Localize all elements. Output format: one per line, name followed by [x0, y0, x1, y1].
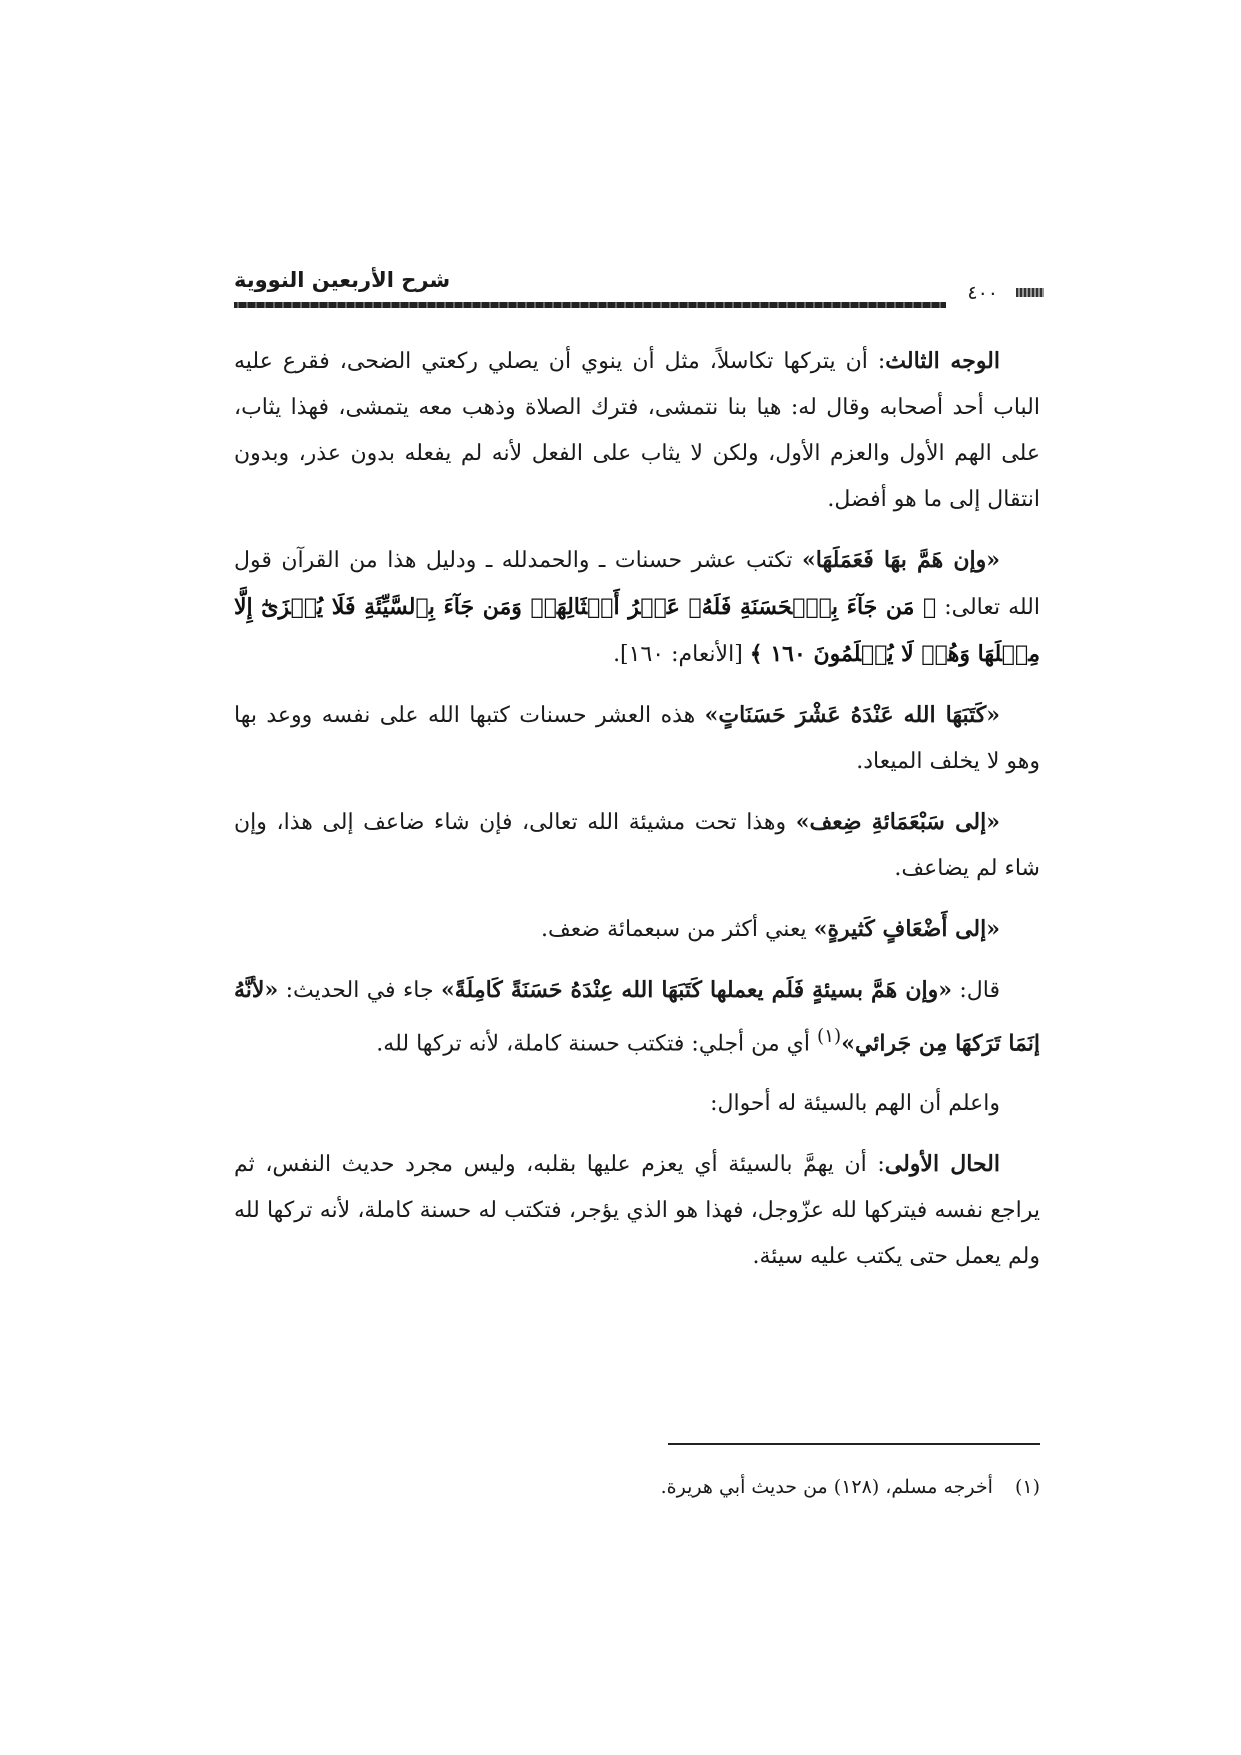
hadith-quote: «كَتَبَهَا الله عَنْدَهُ عَشْرَ حَسَنَاتٍ»	[704, 702, 1000, 728]
text-states-intro: واعلم أن الهم بالسيئة له أحوال:	[710, 1091, 1000, 1117]
footnote-number: (١)	[1014, 1476, 1040, 1498]
hadith-quote: «إلى أَضْعَافٍ كَثيرةٍ»	[813, 916, 1000, 942]
text-said: قال:	[951, 978, 1000, 1003]
paragraph-third-aspect	[234, 338, 1040, 523]
text-in-hadith: جاء في الحديث:	[278, 978, 441, 1003]
text-first-state: : أن يهمَّ بالسيئة أي يعزم عليها بقلبه، وليس مجرد حديث النفس، ثم يراجع نفسه فيتركها لله عزّوجل، فهذا هو الذي يؤجر، فتكتب له حسنة كاملة، لأنه تركها لله ولم يعمل حتى يكتب عليه سيئة.	[234, 1152, 1040, 1270]
paragraph-good-deed	[234, 537, 1040, 678]
running-header	[234, 268, 1044, 312]
hadith-quote: «وإن هَمَّ بهَا فَعَمَلَهَا»	[801, 547, 1000, 573]
paragraph-first-state	[234, 1141, 1040, 1280]
footnote-rule	[668, 1443, 1040, 1445]
footnote	[234, 1472, 1040, 1502]
paragraph-ten-good-deeds	[234, 692, 1040, 785]
hadith-quote: «لأنَّهُ إنَمَا تَرَكهَا مِن جَرائي»	[234, 977, 1040, 1057]
quran-verse: ﴿ مَن جَآءَ بِٱلۡحَسَنَةِ فَلَهُۥ عَشۡرُ أَمۡثَالِهَاۖ وَمَن جَآءَ بِٱلسَّيِّئَةِ فَلَا يُجۡزَىٰٓ إِلَّا مِثۡلَهَا وَهُمۡ لَا يُظۡلَمُونَ ١٦٠ ﴾	[234, 594, 1040, 667]
header-rule	[234, 302, 946, 308]
hadith-quote: «إلى سَبْعَمَائةِ ضِعف»	[795, 809, 1000, 835]
header-title: شرح الأربعين النووية	[234, 268, 451, 292]
paragraph-bad-deed	[234, 967, 1040, 1067]
footnote-marker[interactable]: (١)	[817, 1026, 842, 1047]
heading-first-state: الحال الأولى	[884, 1151, 1000, 1178]
paragraph-seven-hundred	[234, 799, 1040, 892]
hadith-quote: «وإن هَمَّ بسيئةٍ فَلَم يعملها كَتَبَهَا الله عِنْدَهُ حَسَنَةً كَامِلَةً»	[440, 977, 952, 1003]
text-many-multiples: يعني أكثر من سبعمائة ضعف.	[541, 917, 814, 942]
paragraph-many-multiples	[234, 906, 1040, 953]
text-seven-hundred: وهذا تحت مشيئة الله تعالى، فإن شاء ضاعف إلى هذا، وإن شاء لم يضاعف.	[234, 810, 1040, 881]
footnote-text: أخرجه مسلم، (١٢٨) من حديث أبي هريرة.	[660, 1476, 993, 1498]
verse-reference: [الأنعام: ١٦٠].	[613, 642, 750, 667]
header-ornament-icon	[1016, 288, 1044, 297]
heading-third-aspect: الوجه الثالث	[885, 348, 1001, 374]
text-third-aspect: : أن يتركها تكاسلاً، مثل أن ينوي أن يصلي ركعتي الضحى، فقرع عليه الباب أحد أصحابه وقال له: هيا بنا نتمشى، فترك الصلاة وذهب معه يتمشى، فهذا يثاب، على الهم الأول والعزم الأول، ولكن لا يثاب على الفعل لأنه لم يفعله بدون عذر، وبدون انتقال إلى ما هو أفضل.	[234, 349, 1041, 512]
page-number: ٤٠٠	[967, 282, 998, 304]
text-for-my-sake: أي من أجلي: فتكتب حسنة كاملة، لأنه تركها لله.	[376, 1031, 818, 1057]
main-text	[234, 338, 1040, 1294]
text-good-deed: تكتب عشر حسنات ـ والحمدلله ـ ودليل هذا من القرآن قول الله تعالى:	[234, 548, 1040, 620]
text-ten-good-deeds: هذه العشر حسنات كتبها الله على نفسه ووعد بها وهو لا يخلف الميعاد.	[234, 703, 1040, 774]
paragraph-states-intro	[234, 1081, 1040, 1127]
